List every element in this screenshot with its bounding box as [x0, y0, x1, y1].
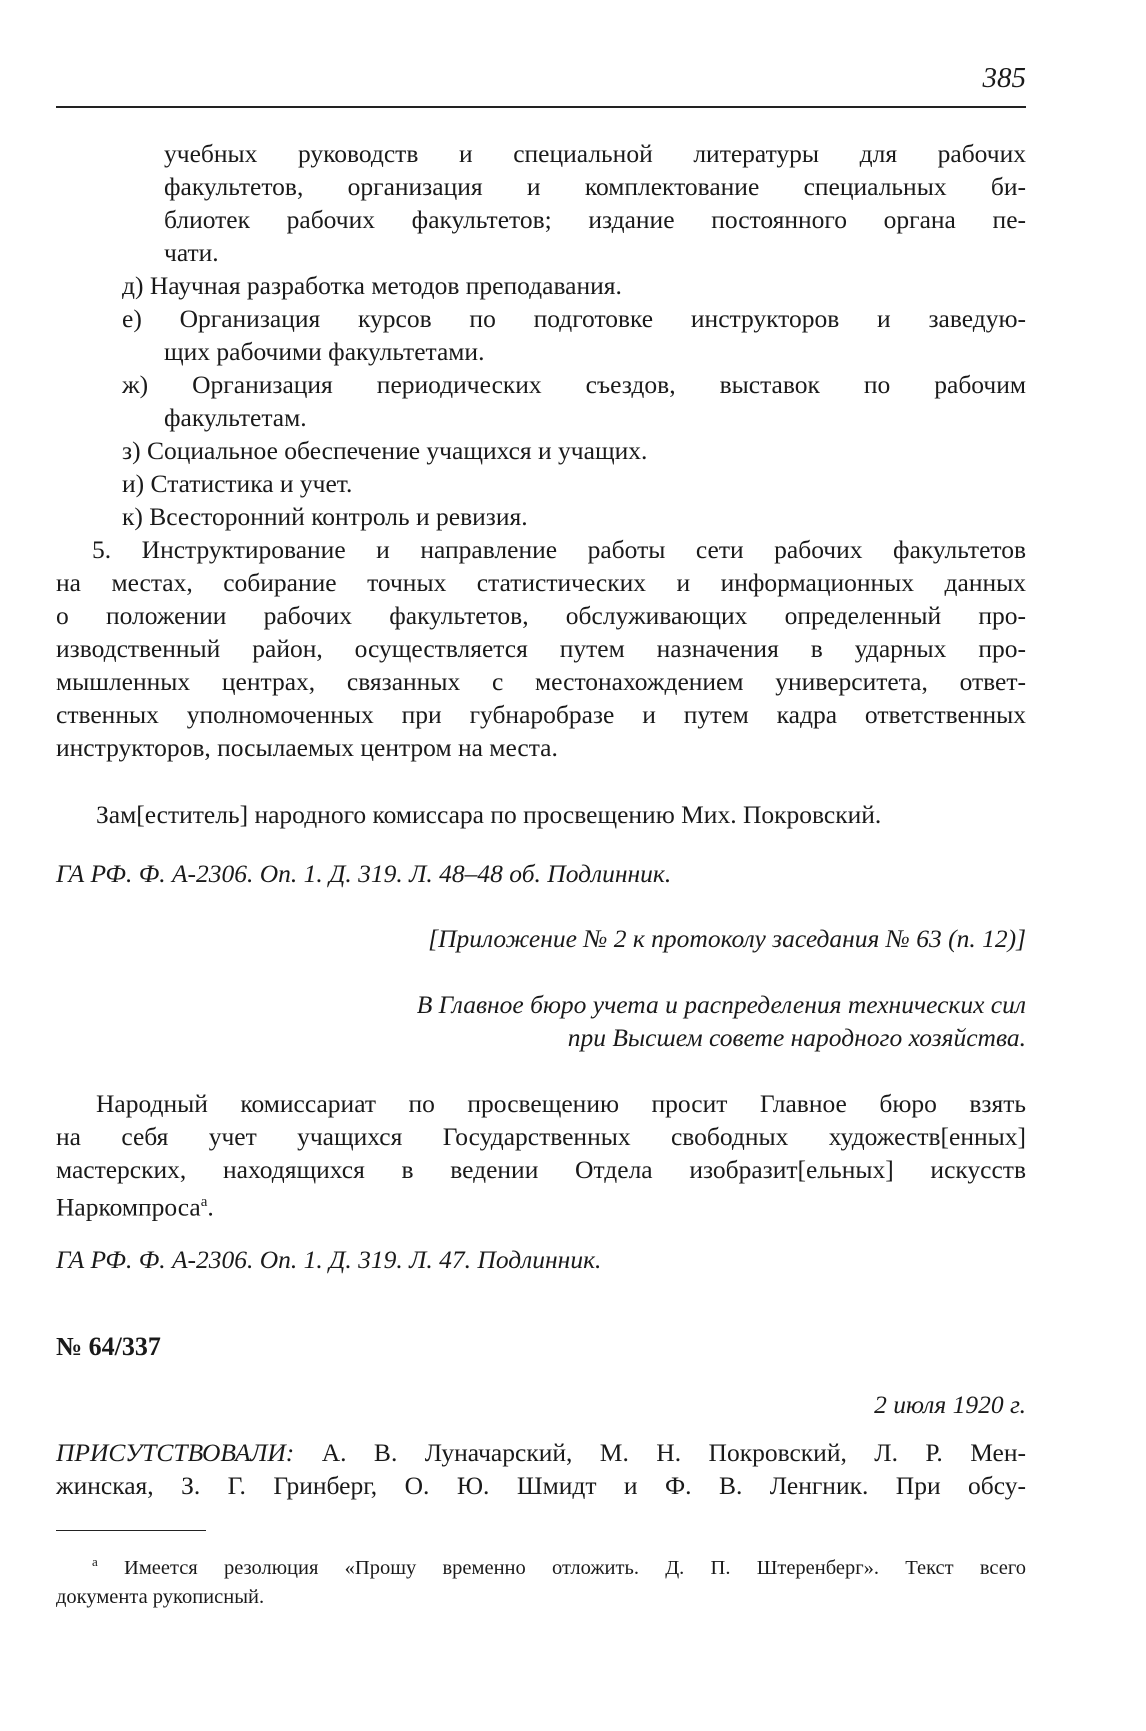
archival-source: ГА РФ. Ф. А-2306. Оп. 1. Д. 319. Л. 48–48 об. Подлинник.	[56, 859, 672, 888]
text-line: Наркомпроса$^а$.	[56, 1192, 214, 1222]
list-item-text: Всесторонний контроль и ревизия.	[149, 502, 528, 531]
list-item-text: факультетам.	[164, 403, 307, 432]
list-item-text: Научная разработка методов преподавания.	[149, 271, 622, 300]
list-item-text: Социальное обеспечение учащихся и учащих.	[146, 436, 648, 465]
attendees-label: ПРИСУТСТВОВАЛИ:	[56, 1438, 295, 1467]
letter-body	[56, 1087, 1026, 1224]
list-item	[122, 269, 1026, 302]
text-line: инструкторов, посылаемых центром на места.	[56, 733, 558, 762]
list-marker: з)	[122, 436, 141, 465]
list-item	[122, 302, 1026, 368]
text-line: блиотек рабочих факультетов; издание постоянного органа пе-	[164, 205, 1026, 234]
page-number: 385	[982, 62, 1026, 94]
list-item	[122, 467, 1026, 500]
addressee-line: при Высшем совете народного хозяйства.	[567, 1023, 1026, 1052]
footnote-mark: а	[92, 1554, 98, 1569]
list-marker: е)	[122, 304, 142, 333]
list-item-text: Организация периодических съездов, выставок по рабочим	[192, 370, 1026, 399]
footnote-ref: а	[200, 1194, 208, 1210]
text-line: мастерских, находящихся в ведении Отдела изобразит[ельных] искусств	[56, 1155, 1026, 1184]
footnote-text: Имеется резолюция «Прошу временно отложить. Д. П. Штеренберг». Текст всего	[124, 1556, 1027, 1579]
list-marker: д)	[122, 271, 144, 300]
attendees	[56, 1436, 1026, 1502]
list-marker: ж)	[122, 370, 149, 399]
paragraph-5	[56, 533, 1026, 764]
list-item	[122, 368, 1026, 434]
appendix-title: [Приложение № 2 к протоколу заседания № 63 (п. 12)]	[428, 924, 1026, 953]
list-item	[122, 434, 1026, 467]
text-line: чати.	[164, 238, 219, 267]
text-line: о положении рабочих факультетов, обслуживающих определенный про-	[56, 601, 1026, 630]
text-line: факультетов, организация и комплектование специальных би-	[164, 172, 1026, 201]
list-item-text: щих рабочими факультетами.	[164, 337, 485, 366]
running-header	[56, 56, 1026, 108]
list-item	[122, 500, 1026, 533]
text-line: ственных уполномоченных при губнаробразе и путем кадра ответственных	[56, 700, 1026, 729]
signature: Зам[еститель] народного комиссара по просвещению Мих. Покровский.	[96, 800, 882, 829]
text-line: изводственный район, осуществляется путем назначения в ударных про-	[56, 634, 1026, 663]
addressee	[56, 988, 1026, 1054]
text-line: учебных руководств и специальной литературы для рабочих	[164, 139, 1026, 168]
attendees-text: жинская, З. Г. Гринберг, О. Ю. Шмидт и Ф. В. Ленгник. При обсу-	[56, 1471, 1026, 1500]
list-item-text: Организация курсов по подготовке инструкторов и заведую-	[179, 304, 1026, 333]
addressee-line: В Главное бюро учета и распределения технических сил	[416, 990, 1026, 1019]
text-line: мышленных центрах, связанных с местонахождением университета, ответ-	[56, 667, 1026, 696]
text-fragment: Наркомпроса	[56, 1192, 201, 1222]
archival-source: ГА РФ. Ф. А-2306. Оп. 1. Д. 319. Л. 47. Подлинник.	[56, 1245, 602, 1274]
attendees-text: А. В. Луначарский, М. Н. Покровский, Л. Р. Мен-	[321, 1438, 1026, 1467]
text-line: на себя учет учащихся Государственных свободных художеств[енных]	[56, 1122, 1026, 1151]
footnote-divider	[56, 1530, 206, 1531]
list-item-text: Статистика и учет.	[150, 469, 353, 498]
text-line: Народный комиссариат по просвещению просит Главное бюро взять	[96, 1089, 1026, 1118]
document-date: 2 июля 1920 г.	[874, 1390, 1026, 1419]
footnote	[56, 1547, 1026, 1612]
list-marker: и)	[122, 469, 145, 498]
list-marker: к)	[122, 502, 143, 531]
document-number: № 64/337	[56, 1332, 161, 1361]
text-line: на местах, собирание точных статистических и информационных данных	[56, 568, 1026, 597]
list-item-continuation	[164, 137, 1026, 269]
text-line: 5. Инструктирование и направление работы сети рабочих факультетов	[92, 535, 1026, 564]
footnote-text: документа рукописный.	[56, 1585, 265, 1608]
